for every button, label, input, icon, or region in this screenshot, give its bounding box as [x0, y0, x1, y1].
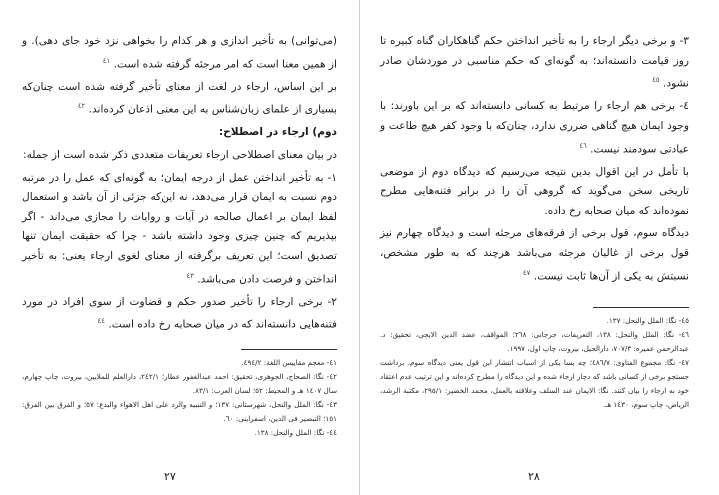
paragraph: با تأمل در این اقوال بدین نتیجه می‌رسیم که دیدگاه دوم از موضعی تاریخی سخن می‌گوید که گروهی آن را در برابر فتنه‌هایی مطرح نموده‌اند که میان صحابه رخ داده.	[380, 165, 689, 217]
footnote-ref: ٤٥	[652, 76, 660, 85]
footnote-ref: ٤٧	[522, 268, 531, 277]
paragraph: در بیان معنای اصطلاحی ارجاء تعریفات متعددی ذکر شده است از جمله:	[23, 149, 337, 162]
footnote-ref: ٤٢	[77, 102, 86, 111]
paragraph: ٤- برخی هم ارجاء را مرتبط به کسانی دانسته‌اند که بر این باورند: با وجود ایمان هیچ گناهی ضرری ندارد، چنان‌که با وجود کفر هیچ طاعت و عبادتی سودمند نیست. $^{٤٦}$	[380, 100, 689, 156]
page-27	[0, 0, 359, 495]
page-number: ٢٧	[164, 470, 176, 483]
footnote-ref: ٤٣	[186, 271, 194, 280]
footnote: ٤١- معجم مقاییس اللغة: ٤٩٤/٢.	[241, 358, 337, 368]
footnote: ٤٤- نگا: الملل والنحل: ١٣٨.	[254, 428, 337, 438]
paragraph: ٣- و برخی دیگر ارجاء را به تأخیر انداختن حکم گناهکاران گناه کبیره تا روز قیامت دانسته‌اند؛ به گونه‌ای که حکم مناسبی در موردشان صادر نشود. $^{٤٥}$	[380, 35, 689, 90]
page-28	[360, 0, 719, 495]
body-text	[380, 32, 689, 287]
footnotes	[22, 356, 337, 440]
body-text	[22, 32, 337, 335]
paragraph: بر این اساس، ارجاء در لغت از معنای تأخیر گرفته شده است چنان‌که بسیاری از علمای زبان‌شناس به این معنی اذعان کرده‌اند. $^{٤٢}$	[22, 80, 337, 116]
footnote-divider	[593, 307, 689, 308]
footnote-ref: ٤٦	[579, 141, 587, 150]
section-heading: دوم) ارجاء در اصطلاح:	[218, 126, 337, 139]
footnote: ٤٥- نگا: الملل والنحل: ١٣٧.	[606, 315, 689, 325]
paragraph: (می‌توانی) به تأخیر اندازی و هر کدام را بخواهی نزد خود جای دهی). و از همین معنا است که امر مرجئه گرفته شده است. $^{٤١}$	[22, 35, 337, 71]
footnotes	[380, 314, 689, 412]
footnote-divider	[241, 349, 337, 350]
footnote: ٤٦- نگا: الملل والنحل: ١٣٨، التعریفات، جرجانی: ٢٦٨؛ المواقف، عضد الدین الایجی، تحقیق: د. عبدالرحمن عمیره: ٧٠٧/٣، دارالجیل، بیروت، چاپ اول، ١٩٩٧.	[380, 329, 690, 353]
footnote-ref: ٤٤	[97, 317, 105, 326]
footnote: ٤٢- نگا: الصحاح، الجوهری، تحقیق: احمد عبدالغفور عطار؛ ٢٤٢/١، دارالعلم للملایین، بیروت، چاپ چهارم، سال ١٤٠٧ هـ و المحیط: ٥٢؛ لسان العرب: ٨٣/١.	[22, 372, 338, 396]
footnote-ref: ٤١	[102, 56, 111, 65]
page-number: ٢٨	[528, 470, 540, 483]
footnote: ٤٧- نگا: مجموع الفتاوی: ٤٨٦/٧؛ چه بسا یکی از اسباب انتشار این قول یعنی دیدگاه سوم، برداشت جستجو برخی از کسانی باشد که دچار ارجاء شده و این دیدگاه را مطرح کرده‌اند و این ترتیب عدم اعتقاد خود به ارجاء را بیان کنند. نگا: الایمان عند السلف وعلاقته بالعمل، محمد الخضیر: ٢٩٥/١، مکتبة الرشد، الریاض، چاپ سوم، ١٤٣٠ هـ.	[380, 357, 689, 409]
footnote: ٤٣- نگا: الملل والنحل، شهرستانی: ١٣٧؛ و التنبیه والرد علی اهل الاهواء والبدع: ٥٧؛ و الفرق بین الفرق: ١٥١؛ التبصیر فی الدین، اسفراینی: ٦٠.	[22, 400, 338, 424]
paragraph: ١- به تأخیر انداختن عمل از درجه ایمان؛ به گونه‌ای که عمل را در مرتبه دوم نسبت به ایمان قرار می‌دهد، نه این‌که جزئی از آن باشد و استعمال لفظ ایمان بر اعمال صالحه در آیات و روایات را مجازی می‌داند - اگر بپذیریم که چنین چیزی وجود داشته باشد - چرا که حقیقت ایمان تنها تصدیق است؛ این تعریف برگرفته از معنای لغوی ارجاء یعنی: به تأخیر انداختن و فرصت دادن می‌باشد. $^{٤٣}$	[22, 171, 337, 286]
paragraph: ٢- برخی ارجاء را تأخیر صدور حکم و قضاوت از سوی افراد در مورد فتنه‌هایی دانسته‌اند که در میان صحابه رخ داده است. $^{٤٤}$	[22, 295, 337, 331]
paragraph: دیدگاه سوم، قول برخی از فرقه‌های مرجئه است و دیدگاه چهارم نیز قول برخی از غالیان مرجئه می‌باشد هرچند که به طور مشخص، نسبتش به یکی از آن‌ها ثابت نیست. $^{٤٧}$	[380, 227, 689, 283]
